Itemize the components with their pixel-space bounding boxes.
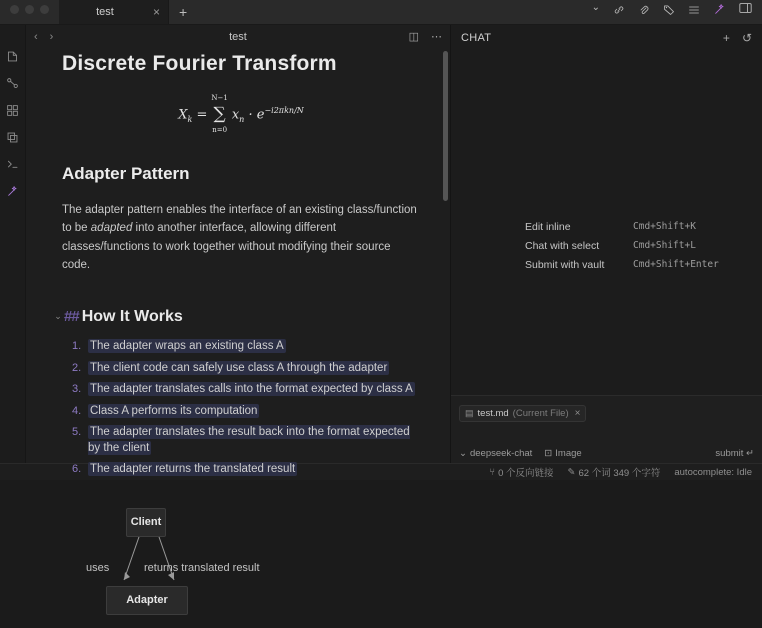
formula-exp-base: e	[256, 106, 265, 122]
chevron-down-icon[interactable]: ⌄	[591, 1, 600, 13]
shortcut-action: Chat with select	[525, 240, 600, 252]
graph-icon[interactable]	[4, 76, 22, 90]
shortcut-keys: Cmd+Shift+K	[633, 221, 696, 232]
chat-header	[451, 25, 762, 51]
shortcut-keys: Cmd+Shift+Enter	[633, 259, 719, 270]
shortcut-keys: Cmd+Shift+L	[633, 240, 696, 251]
sum-lower-limit: n=0	[212, 125, 228, 134]
list-item	[88, 361, 420, 377]
close-window-button[interactable]	[10, 5, 19, 14]
history-icon[interactable]: ↺	[741, 31, 752, 45]
minimize-window-button[interactable]	[25, 5, 34, 14]
image-icon: ⊡	[544, 448, 553, 459]
diagram-node-adapter: Adapter	[106, 586, 188, 616]
formula-exp-sup: −i2πkn/N	[264, 105, 304, 115]
chat-panel	[450, 25, 762, 463]
chat-shortcuts-hint	[525, 221, 719, 278]
context-file-note: (Current File)	[512, 408, 569, 419]
window-controls[interactable]	[0, 0, 59, 24]
submit-label: submit	[715, 448, 744, 459]
close-icon[interactable]: ×	[152, 4, 160, 19]
model-selector[interactable]	[459, 448, 532, 459]
right-sidebar-toggle-icon[interactable]	[739, 2, 752, 17]
file-icon: ▤	[465, 408, 474, 418]
editor-nav	[34, 31, 53, 43]
status-backlinks[interactable]	[489, 465, 553, 479]
context-file-chip[interactable]	[459, 405, 586, 422]
attach-image-button[interactable]	[544, 448, 581, 459]
forward-icon[interactable]: ›	[49, 30, 54, 43]
files-icon[interactable]	[4, 49, 22, 63]
maximize-window-button[interactable]	[40, 5, 49, 14]
chevron-down-icon: ⌄	[459, 448, 467, 459]
tab-strip[interactable]	[59, 0, 197, 24]
grid-icon[interactable]	[4, 103, 22, 117]
activity-rail	[0, 25, 26, 463]
diagram-edge-label-uses: uses	[86, 561, 110, 574]
list-item	[88, 462, 420, 478]
heading-dft: Discrete Fourier Transform	[62, 52, 337, 75]
list-item-text: The client code can safely use class A through the adapter	[90, 361, 388, 374]
paperclip-icon[interactable]	[638, 4, 650, 16]
list-item	[88, 339, 420, 355]
reading-view-icon[interactable]: ◫	[408, 31, 419, 43]
editor-scrollbar[interactable]	[443, 51, 448, 201]
status-autocomplete[interactable]	[674, 467, 752, 478]
word-count-label: 62 个词 349 个字符	[578, 468, 661, 479]
submit-button[interactable]	[715, 448, 754, 459]
tab-label: test	[96, 5, 114, 18]
formula-term-sub: n	[239, 114, 245, 124]
formula-eq: =	[196, 106, 208, 122]
new-chat-icon[interactable]: +	[722, 31, 730, 45]
edit-icon: ✎	[567, 466, 576, 478]
magic-wand-icon[interactable]	[4, 184, 22, 198]
formula-lhs-sub: k	[187, 114, 193, 124]
list-item	[88, 382, 420, 398]
more-options-icon[interactable]: ⋯	[431, 31, 442, 43]
new-tab-button[interactable]: +	[179, 3, 188, 20]
chat-input[interactable]	[459, 422, 754, 444]
adapter-diagram	[62, 508, 420, 628]
list-item-text: The adapter translates the result back into the format expected by the client	[88, 426, 410, 454]
chat-header-actions	[723, 31, 752, 45]
backlinks-icon: ⑂	[489, 466, 496, 478]
steps-list	[62, 339, 420, 478]
context-file-name: test.md	[477, 408, 509, 419]
chat-message-area	[451, 51, 762, 395]
editor-header-actions	[409, 30, 442, 43]
heading-adapter-pattern: Adapter Pattern	[62, 164, 190, 183]
close-icon[interactable]: ×	[574, 408, 581, 419]
formula-lhs: X	[178, 106, 188, 122]
model-name: deepseek-chat	[469, 448, 533, 459]
list-item-text: The adapter translates calls into the format expected by class A	[90, 383, 413, 396]
list-item-text: The adapter wraps an existing class A	[90, 340, 284, 352]
terminal-icon[interactable]	[4, 157, 22, 171]
tab-test[interactable]	[59, 0, 169, 24]
editor-pane	[26, 25, 450, 606]
dft-formula	[62, 93, 420, 134]
chat-composer	[451, 395, 762, 463]
formula-dot: ·	[248, 106, 253, 122]
chat-title: CHAT	[461, 32, 492, 44]
shortcut-action: Submit with vault	[525, 259, 605, 271]
shortcut-action: Edit inline	[525, 221, 571, 233]
shortcut-row	[525, 221, 719, 233]
list-item	[88, 404, 420, 420]
paragraph-adapter-description	[62, 201, 420, 276]
document-scroll-area[interactable]	[26, 48, 450, 628]
editor-title: test	[229, 30, 247, 43]
shortcut-row	[525, 240, 719, 252]
list-item	[88, 425, 420, 456]
link-icon[interactable]	[613, 4, 625, 16]
attach-image-label: Image	[555, 448, 582, 459]
menu-icon[interactable]	[688, 4, 700, 16]
titlebar-actions	[592, 0, 762, 24]
shortcut-row	[525, 259, 719, 271]
paragraph-part-a: The adapter pattern enables the interface of an existing class/function to be	[62, 203, 417, 235]
paragraph-emphasis: adapted	[90, 222, 133, 235]
status-word-count	[568, 465, 661, 479]
fold-caret-icon[interactable]: ⌄	[54, 311, 62, 322]
list-item-text: The adapter returns the translated result	[90, 463, 296, 476]
composer-toolbar	[459, 444, 754, 459]
heading-how-it-works[interactable]	[52, 305, 420, 329]
document-content[interactable]	[54, 48, 420, 628]
markdown-hash-marker: ##	[64, 307, 79, 325]
sum-upper-limit: N−1	[211, 93, 228, 102]
copy-icon[interactable]	[4, 130, 22, 144]
diagram-edge-label-returns: returns translated result	[144, 561, 260, 574]
diagram-node-client: Client	[126, 508, 166, 538]
tag-icon[interactable]	[663, 4, 675, 16]
editor-header	[26, 25, 450, 48]
title-bar	[0, 0, 762, 25]
autocomplete-label: autocomplete: Idle	[674, 466, 752, 478]
back-icon[interactable]: ‹	[34, 30, 38, 43]
enter-icon: ↵	[746, 448, 754, 459]
formula-term: x	[231, 106, 240, 122]
summation-symbol: N−1 ∑ n=0	[211, 93, 228, 134]
heading-text: How It Works	[81, 308, 183, 325]
backlinks-label: 0 个反向链接	[498, 468, 554, 479]
list-item-text: Class A performs its computation	[90, 404, 258, 417]
paragraph-part-b: into another interface, allowing different classes/functions to work together without modifying their source code.	[62, 222, 391, 272]
magic-wand-icon[interactable]	[713, 3, 726, 16]
